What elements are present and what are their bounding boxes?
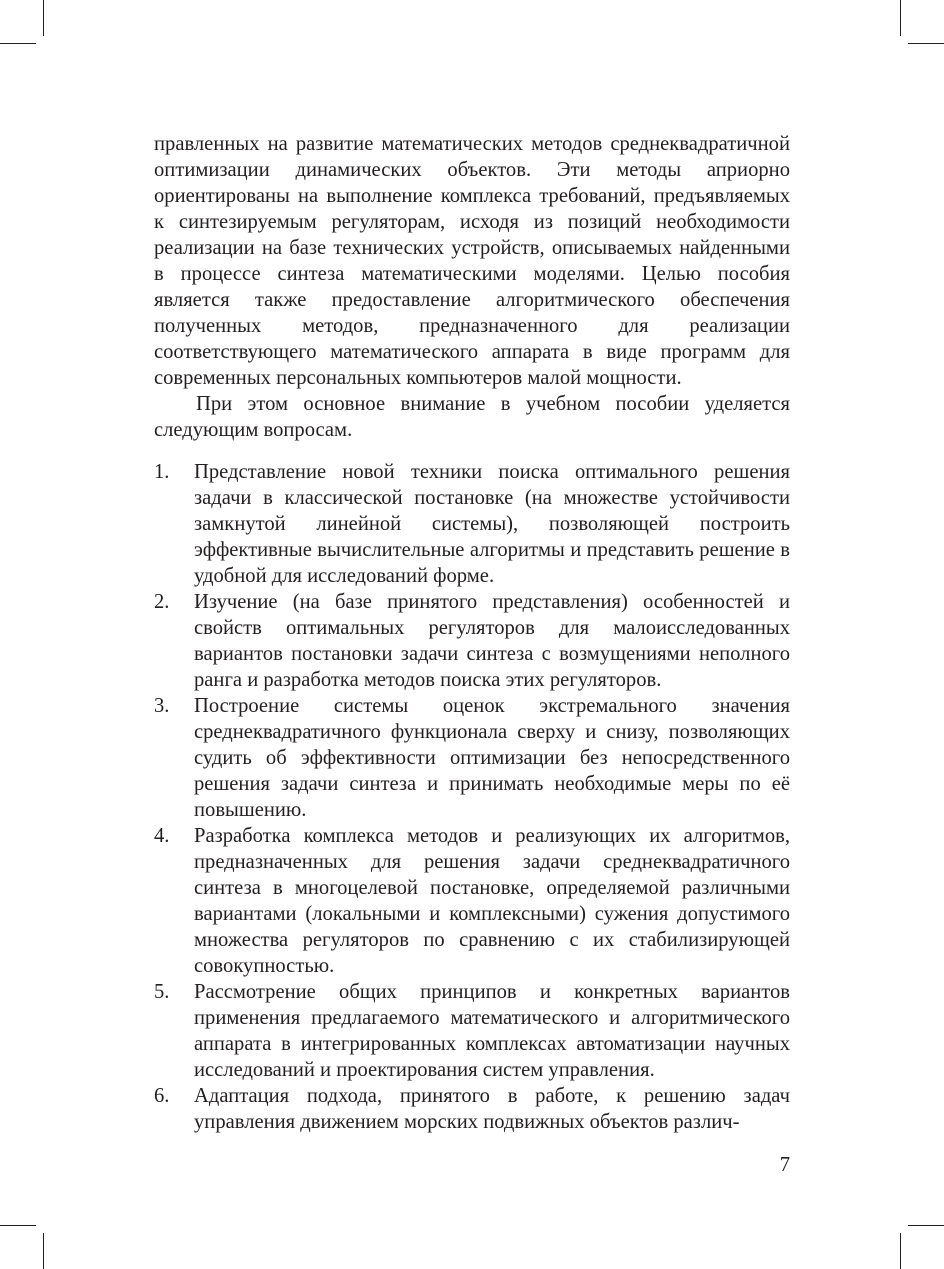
list-item	[154, 823, 790, 979]
list-item	[154, 693, 790, 823]
list-item-text: Разработка комплекса методов и реализующих их алгоритмов, предназначенных для решения задачи среднеквадратичного синтеза в многоцелевой постановке, определяемой различными вариантами (локальными и комплексными) сужения допустимого множества регуляторов по сравнению с их стабилизирующей совокупностью.	[194, 825, 790, 977]
list-item	[154, 589, 790, 693]
list-item-text: Адаптация подхода, принятого в работе, к решению задач управления движением морских подвижных объектов различ-	[194, 1085, 790, 1133]
list-item-text: Рассмотрение общих принципов и конкретных вариантов применения предлагаемого математического и алгоритмического аппарата в интегрированных комплексах автоматизации научных исследований и проектирования систем управления.	[194, 981, 790, 1081]
list-item-text: Представление новой техники поиска оптимального решения задачи в классической постановке (на множестве устойчивости замкнутой линейной системы), позволяющей построить эффективные вычислительные алгоритмы и представить решение в удобной для исследований форме.	[194, 461, 790, 587]
list-item-number: 1.	[154, 461, 170, 483]
list-item-number: 4.	[154, 825, 170, 847]
list-item-text: Построение системы оценок экстремального значения среднеквадратичного функционала сверху и снизу, позволяющих судить об эффективности оптимизации без непосредственного решения задачи синтеза и принимать необходимые меры по её повышению.	[194, 695, 790, 821]
paragraph-continuation: правленных на развитие математических методов среднеквадратичной оптимизации динамических объектов. Эти методы априорно ориентированы на выполнение комплекса требований, предъявляемых к синтезируемым регуляторам, исходя из позиций необходимости реализации на базе технических устройств, описываемых найденными в процессе синтеза математическими моделями. Целью пособия является также предоставление алгоритмического обеспечения полученных методов, предназначенного для реализации соответствующего математического аппарата в виде программ для современных персональных компьютеров малой мощности.	[154, 133, 790, 389]
crop-mark-bottom-right-horizontal	[908, 1225, 944, 1226]
questions-list	[154, 459, 790, 1135]
crop-mark-top-left-horizontal	[0, 43, 36, 44]
list-item	[154, 459, 790, 589]
paragraph-intro-questions: При этом основное внимание в учебном пособии уделяется следующим вопросам.	[154, 393, 790, 441]
crop-mark-bottom-left-vertical	[43, 1233, 44, 1269]
list-item-number: 3.	[154, 695, 170, 717]
list-item-number: 5.	[154, 981, 170, 1003]
list-item	[154, 1083, 790, 1135]
crop-mark-top-right-horizontal	[908, 43, 944, 44]
crop-mark-top-right-vertical	[900, 0, 901, 36]
list-item	[154, 979, 790, 1083]
list-item-text: Изучение (на базе принятого представления) особенностей и свойств оптимальных регуляторов для малоисследованных вариантов постановки задачи синтеза с возмущениями неполного ранга и разработка методов поиска этих регуляторов.	[194, 591, 790, 691]
page-number: 7	[779, 1154, 790, 1176]
page-body	[154, 131, 790, 1135]
list-item-number: 2.	[154, 591, 170, 613]
crop-mark-top-left-vertical	[43, 0, 44, 36]
crop-mark-bottom-right-vertical	[900, 1233, 901, 1269]
crop-mark-bottom-left-horizontal	[0, 1225, 36, 1226]
list-item-number: 6.	[154, 1085, 170, 1107]
